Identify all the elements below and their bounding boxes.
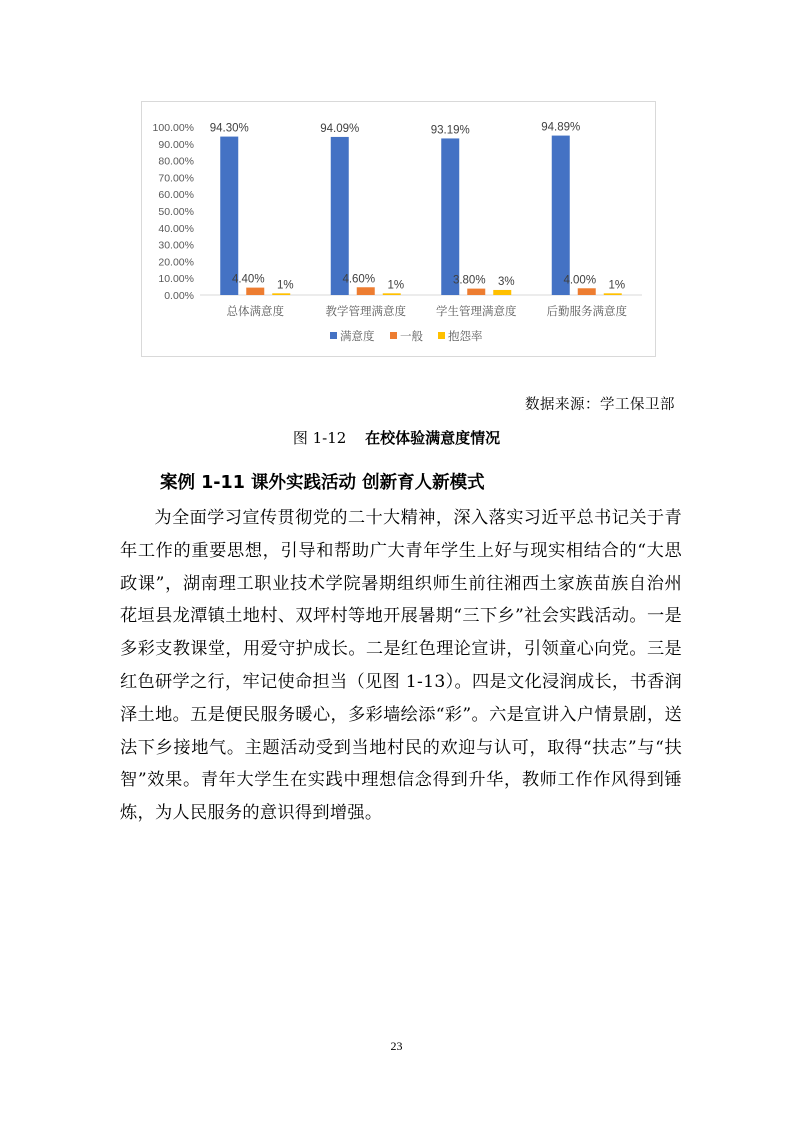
y-tick-label: 30.00% bbox=[158, 239, 194, 252]
case-heading: 案例 1-11 课外实践活动 创新育人新模式 bbox=[160, 473, 485, 493]
y-tick-label: 70.00% bbox=[158, 172, 194, 185]
figure-caption bbox=[0, 427, 793, 448]
data-label: 1% bbox=[608, 279, 626, 292]
bar-1 bbox=[467, 289, 485, 295]
data-label: 3% bbox=[497, 275, 515, 288]
x-category-label: 后勤服务满意度 bbox=[546, 304, 627, 318]
data-label: 94.30% bbox=[209, 122, 249, 135]
bar-2 bbox=[272, 293, 290, 295]
data-label: 1% bbox=[387, 279, 405, 292]
caption-title: 在校体验满意度情况 bbox=[365, 429, 501, 447]
legend-label: 一般 bbox=[400, 329, 423, 343]
legend-swatch bbox=[438, 332, 445, 339]
legend-label: 抱怨率 bbox=[448, 329, 483, 343]
bar-2 bbox=[604, 293, 622, 295]
body-paragraph: 为全面学习宣传贯彻党的二十大精神，深入落实习近平总书记关于青年工作的重要思想，引导和帮助广大青年学生上好与现实相结合的“大思政课”，湖南理工职业技术学院暑期组织师生前往湘西土家族苗族自治州花垣县龙潭镇土地村、双坪村等地开展暑期“三下乡”社会实践活动。一是多彩支教课堂，用爱守护成长。二是红色理论宣讲，引领童心向党。三是红色研学之行，牢记使命担当（见图 1-13）。四是文化浸润成长，书香润泽土地。五是便民服务暖心，多彩墙绘添“彩”。六是宣讲入户情景剧，送法下乡接地气。主题活动受到当地村民的欢迎与认可，取得“扶志”与“扶智”效果。青年大学生在实践中理想信念得到升华，教师工作作风得到锤炼，为人民服务的意识得到增强。 bbox=[120, 508, 682, 824]
bar-0 bbox=[331, 137, 349, 295]
data-label: 4.60% bbox=[342, 273, 376, 286]
y-tick-label: 0.00% bbox=[164, 290, 194, 302]
data-source: 数据来源：学工保卫部 bbox=[525, 397, 675, 413]
bar-2 bbox=[493, 290, 511, 295]
y-tick-label: 60.00% bbox=[158, 189, 194, 202]
x-category-label: 教学管理满意度 bbox=[325, 304, 406, 318]
x-category-label: 学生管理满意度 bbox=[436, 304, 517, 318]
bar-1 bbox=[357, 287, 375, 295]
bar-1 bbox=[578, 288, 596, 295]
y-tick-label: 90.00% bbox=[158, 138, 194, 151]
bar-2 bbox=[383, 293, 401, 295]
y-tick-label: 80.00% bbox=[158, 155, 194, 168]
caption-number: 图 1-12 bbox=[292, 429, 347, 447]
data-label: 4.40% bbox=[231, 273, 265, 286]
page-number: 23 bbox=[390, 1039, 403, 1053]
y-tick-label: 100.00% bbox=[152, 122, 194, 134]
y-tick-label: 40.00% bbox=[158, 222, 194, 235]
bar-0 bbox=[441, 138, 459, 295]
satisfaction-chart bbox=[141, 101, 656, 357]
y-tick-label: 10.00% bbox=[158, 273, 194, 286]
x-category-label: 总体满意度 bbox=[226, 304, 284, 318]
y-tick-label: 50.00% bbox=[158, 206, 194, 218]
data-label: 94.09% bbox=[320, 122, 360, 135]
chart-svg bbox=[142, 102, 655, 356]
bar-0 bbox=[220, 137, 238, 295]
data-label: 4.00% bbox=[563, 274, 597, 287]
data-label: 3.80% bbox=[452, 274, 486, 287]
data-label: 94.89% bbox=[541, 121, 581, 134]
data-label: 1% bbox=[276, 279, 294, 292]
bar-1 bbox=[246, 288, 264, 295]
y-tick-label: 20.00% bbox=[158, 256, 194, 269]
bar-0 bbox=[552, 136, 570, 295]
legend-swatch bbox=[330, 332, 337, 339]
data-label: 93.19% bbox=[430, 124, 470, 137]
legend-label: 满意度 bbox=[340, 329, 375, 343]
legend-swatch bbox=[390, 332, 397, 339]
